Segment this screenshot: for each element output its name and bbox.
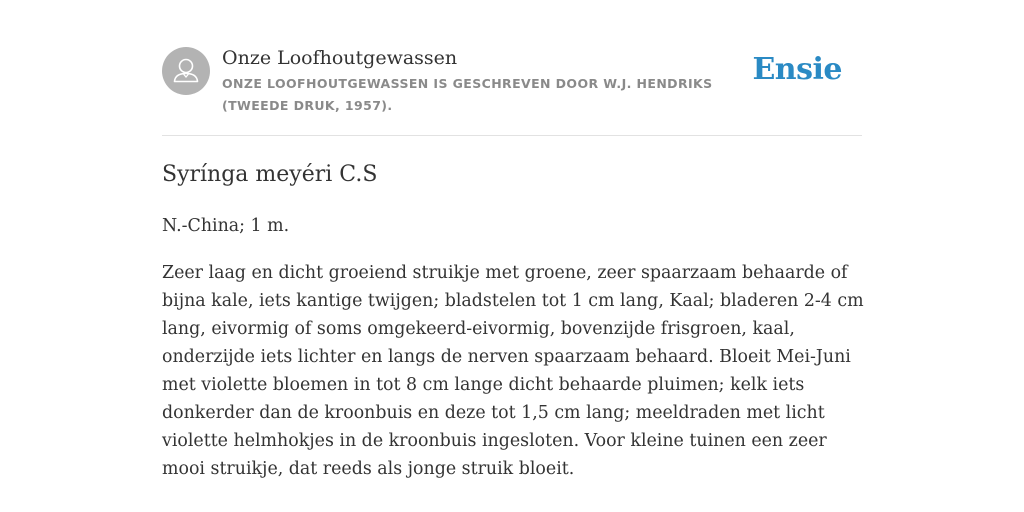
article-body [162,212,864,502]
header-divider [162,135,862,136]
source-header [162,46,862,116]
source-subtitle: ONZE LOOFHOUTGEWASSEN IS GESCHREVEN DOOR W.J. HENDRIKS (TWEEDE DRUK, 1957). [222,76,713,113]
user-silhouette-icon [162,47,210,95]
article-paragraph-description: Zeer laag en dicht groeiend struikje met groene, zeer spaarzaam behaarde of bijna kale, iets kantige twijgen; bladstelen tot 1 cm lang, Kaal; bladeren 2-4 cm lang, eivormig of soms omgekeerd-eivormig, bovenzijde frisgroen, kaal, onderzijde iets lichter en langs de nerven spaarzaam behaard. Bloeit Mei-Juni met violette bloemen in tot 8 cm lange dicht behaarde pluimen; kelk iets donkerder dan de kroonbuis en deze tot 1,5 cm lang; meeldraden met licht violette helmhokjes in de kroonbuis ingesloten. Voor kleine tuinen een zeer mooi struikje, dat reeds als jonge struik bloeit. [162,263,864,479]
brand-logo[interactable]: Ensie [752,52,842,87]
source-title[interactable]: Onze Loofhoutgewassen [222,47,458,69]
avatar [162,47,210,95]
article-paragraph-origin: N.-China; 1 m. [162,216,290,236]
article-title: Syrínga meyéri C.S [162,162,378,187]
